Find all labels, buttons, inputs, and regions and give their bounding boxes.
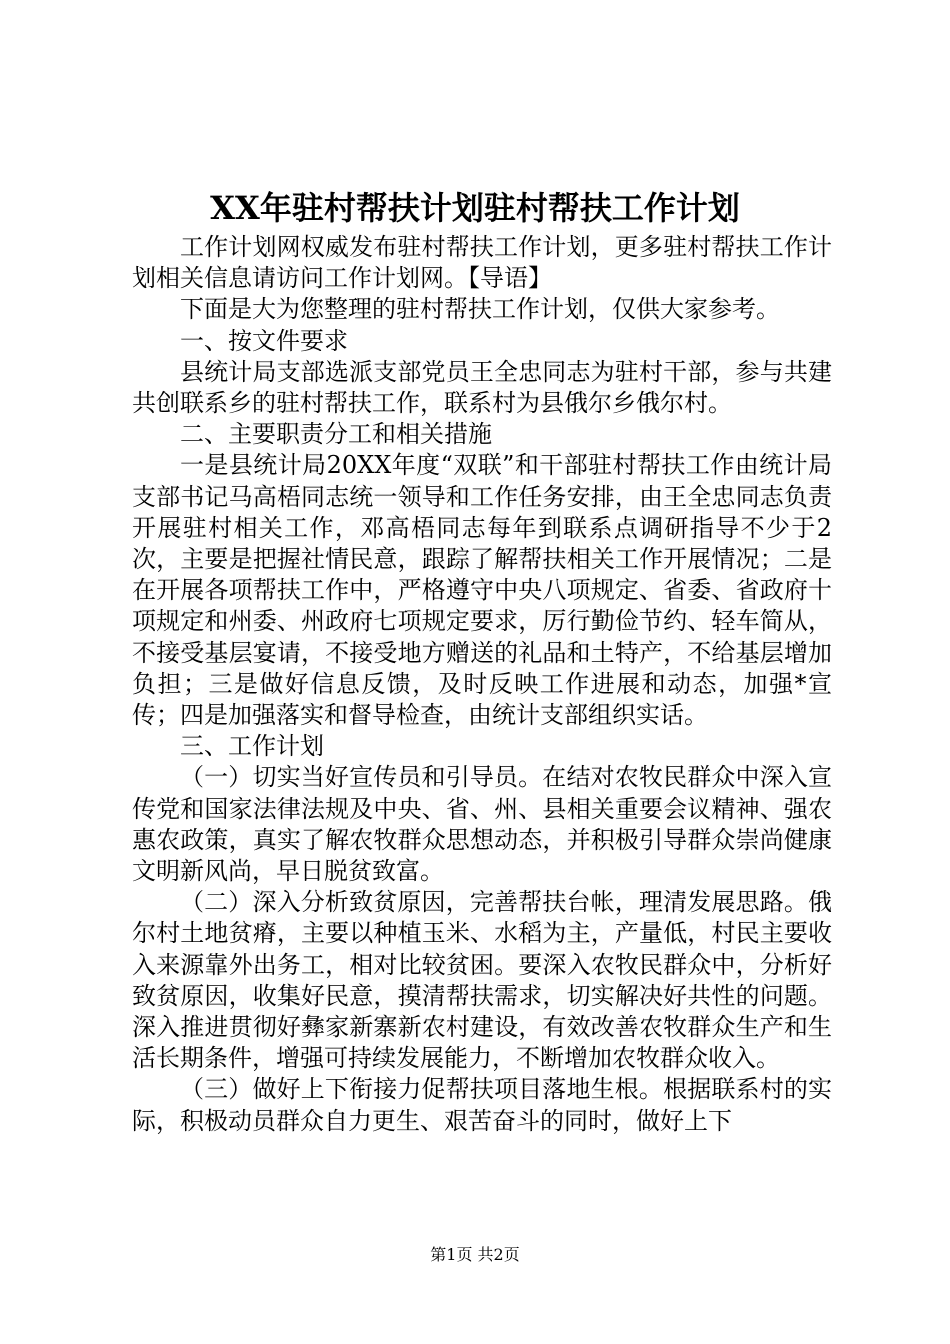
paragraph-intro: 工作计划网权威发布驻村帮扶工作计划，更多驻村帮扶工作计划相关信息请访问工作计划网。【导语】: [132, 233, 832, 293]
document-title: XX年驻村帮扶计划驻村帮扶工作计划: [210, 189, 740, 227]
section-heading-3: 三、工作计划: [180, 732, 324, 761]
paragraph-section-2: 一是县统计局20XX年度“双联”和干部驻村帮扶工作由统计局支部书记马高梧同志统一领导和工作任务安排，由王全忠同志负责开展驻村相关工作，邓高梧同志每年到联系点调研指导不少于2次，主要是把握社情民意，跟踪了解帮扶相关工作开展情况；二是在开展各项帮扶工作中，严格遵守中央八项规定、省委、省政府十项规定和州委、州政府七项规定要求，厉行勤俭节约、轻车简从，不接受基层宴请，不接受地方赠送的礼品和土特产，不给基层增加负担；三是做好信息反馈，及时反映工作进展和动态，加强*宣传；四是加强落实和督导检查，由统计支部组织实话。: [132, 451, 832, 730]
section-heading-2: 二、主要职责分工和相关措施: [180, 420, 492, 449]
paragraph-plan-3: （三）做好上下衔接力促帮扶项目落地生根。根据联系村的实际，积极动员群众自力更生、艰苦奋斗的同时，做好上下: [132, 1075, 832, 1135]
paragraph-section-1: 县统计局支部选派支部党员王全忠同志为驻村干部，参与共建共创联系乡的驻村帮扶工作，联系村为县俄尔乡俄尔村。: [132, 357, 832, 418]
paragraph-plan-2: （二）深入分析致贫原因，完善帮扶台帐，理清发展思路。俄尔村土地贫瘠，主要以种植玉米、水稻为主，产量低，村民主要收入来源靠外出务工，相对比较贫困。要深入农牧民群众中，分析好致贫原因，收集好民意，摸清帮扶需求，切实解决好共性的问题。深入推进贯彻好彝家新寨新农村建设，有效改善农牧群众生产和生活长期条件，增强可持续发展能力，不断增加农牧群众收入。: [132, 888, 832, 1073]
section-heading-1: 一、按文件要求: [180, 326, 348, 355]
page-footer: 第1页 共2页: [430, 1245, 520, 1264]
document-body: [132, 232, 832, 1137]
paragraph-plan-1: （一）切实当好宣传员和引导员。在结对农牧民群众中深入宣传党和国家法律法规及中央、省、州、县相关重要会议精神、强农惠农政策，真实了解农牧群众思想动态，并积极引导群众崇尚健康文明新风尚，早日脱贫致富。: [132, 763, 832, 886]
paragraph-preface: 下面是大为您整理的驻村帮扶工作计划，仅供大家参考。: [180, 295, 780, 324]
